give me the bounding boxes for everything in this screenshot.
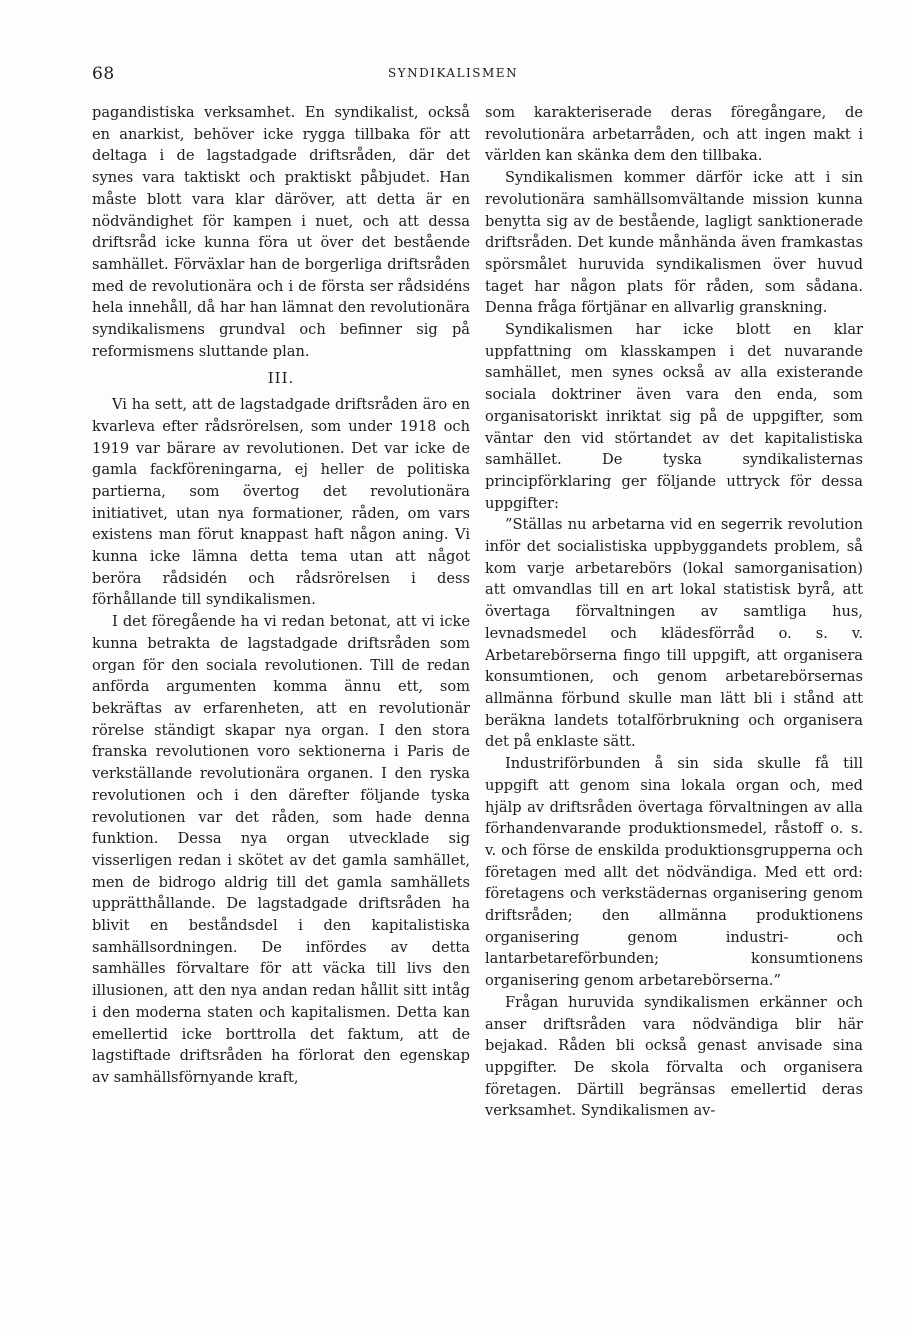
page-number: 68 xyxy=(92,64,115,84)
paragraph: I det föregående ha vi redan betonat, att vi icke kunna betrakta de lagstadgade driftsråden som organ för den sociala revolutionen. Till de redan anförda argumenten komma ännu ett, som bekräftas av erfarenheten, att en revolutionär rörelse ständigt skapar nya organ. I den stora franska revolutionen voro sektionerna i Paris de verkställande revolutionära organen. I den ryska revolutionen och i den därefter följande tyska revolutionen var det råden, som hade denna funktion. Dessa nya organ utvecklade sig visserligen redan i skötet av det gamla samhället, men de bidrogo aldrig till det gamla samhällets upprätthållande. De lagstadgade driftsråden ha blivit en beståndsdel i den kapitalistiska samhällsordningen. De infördes av detta samhälles förvaltare för att väcka till livs den illusionen, att den nya andan redan hållit sitt intåg i den moderna staten och kapitalismen. Detta kan emellertid icke borttrolla det faktum, att de lagstiftade driftsråden ha förlorat den egenskap av samhällsförnyande kraft, xyxy=(92,613,470,1086)
quote-paragraph: Industriförbunden å sin sida skulle få till uppgift att genom sina lokala organ och, med hjälp av driftsråden övertaga förvaltningen av alla förhandenvarande produktionsmedel, råstoff o. s. v. och förse de enskilda produktionsgrupperna och företagen med allt det nödvändiga. Med ett ord: företagens och verkstädernas organisering genom driftsråden; den allmänna produktionens organisering genom industri- och lantarbetareförbunden; konsumtionens organisering genom arbetarebörserna.” xyxy=(485,755,863,990)
section-heading: III. xyxy=(267,369,295,388)
paragraph: Syndikalismen kommer därför icke att i sin revolutionära samhällsomvältande mission kunna benytta sig av de bestående, lagligt sanktionerade driftsråden. Det kunde månhända även framkastas spörsmålet huruvida syndikalismen över huvud taget har någon plats för råden, som sådana. Denna fråga förtjänar en allvarlig granskning. xyxy=(485,169,863,317)
right-column xyxy=(485,102,863,1122)
running-title: SYNDIKALISMEN xyxy=(387,66,519,80)
paragraph: pagandistiska verksamhet. En syndikalist, också en anarkist, behöver icke rygga tillbaka för att deltaga i de lagstadgade driftsråden, där det synes vara taktiskt och praktiskt påbjudet. Han måste blott vara klar däröver, att detta är en nödvändighet för kampen i nuet, och att dessa driftsråd icke kunna föra ut över det bestående samhället. Förväxlar han de borgerliga driftsråden med de revolutionära och i de första ser rådsidéns hela innehåll, då har han lämnat den revolutionära syndikalismens grundval och befinner sig på reformismens sluttande plan. xyxy=(92,104,470,360)
paragraph: som karakteriserade deras föregångare, de revolutionära arbetarråden, och att ingen makt i världen kan skänka dem den tillbaka. xyxy=(485,104,863,165)
left-column xyxy=(92,102,470,1089)
paragraph: Syndikalismen har icke blott en klar uppfattning om klasskampen i det nuvarande samhället, men synes också av alla existerande sociala doktriner även vara den enda, som organisatoriskt inriktat sig på de uppgifter, som väntar den vid störtandet av det kapitalistiska samhället. De tyska syndikalisternas principförklaring ger följande uttryck för dessa uppgifter: xyxy=(485,321,863,512)
quote-paragraph: ”Ställas nu arbetarna vid en segerrik revolution inför det socialistiska uppbyggandets problem, så kom varje arbetarebörs (lokal samorganisation) att omvandlas till en art lokal statistisk byrå, att övertaga förvaltningen av samtliga hus, levnadsmedel och klädesförråd o. s. v. Arbetarebörserna fingo till uppgift, att organisera konsumtionen, och genom arbetarebörsernas allmänna förbund skulle man lätt bli i stånd att beräkna landets totalförbrukning och organisera det på enklaste sätt. xyxy=(485,516,863,751)
paragraph: Frågan huruvida syndikalismen erkänner och anser driftsråden vara nödvändiga blir här bejakad. Råden bli också genast anvisade sina uppgifter. De skola förvalta och organisera företagen. Därtill begränsas emellertid deras verksamhet. Syndikalismen av- xyxy=(485,993,863,1120)
paragraph: Vi ha sett, att de lagstadgade driftsråden äro en kvarleva efter rådsrörelsen, som under 1918 och 1919 var bärare av revolutionen. Det var icke de gamla fackföreningarna, ej heller de politiska partierna, som övertog det revolutionära initiativet, utan nya formationer, råden, om vars existens man förut knappast haft någon aning. Vi kunna icke lämna detta tema utan att något beröra rådsidén och rådsrörelsen i dess förhållande till syndikalismen. xyxy=(92,396,470,609)
